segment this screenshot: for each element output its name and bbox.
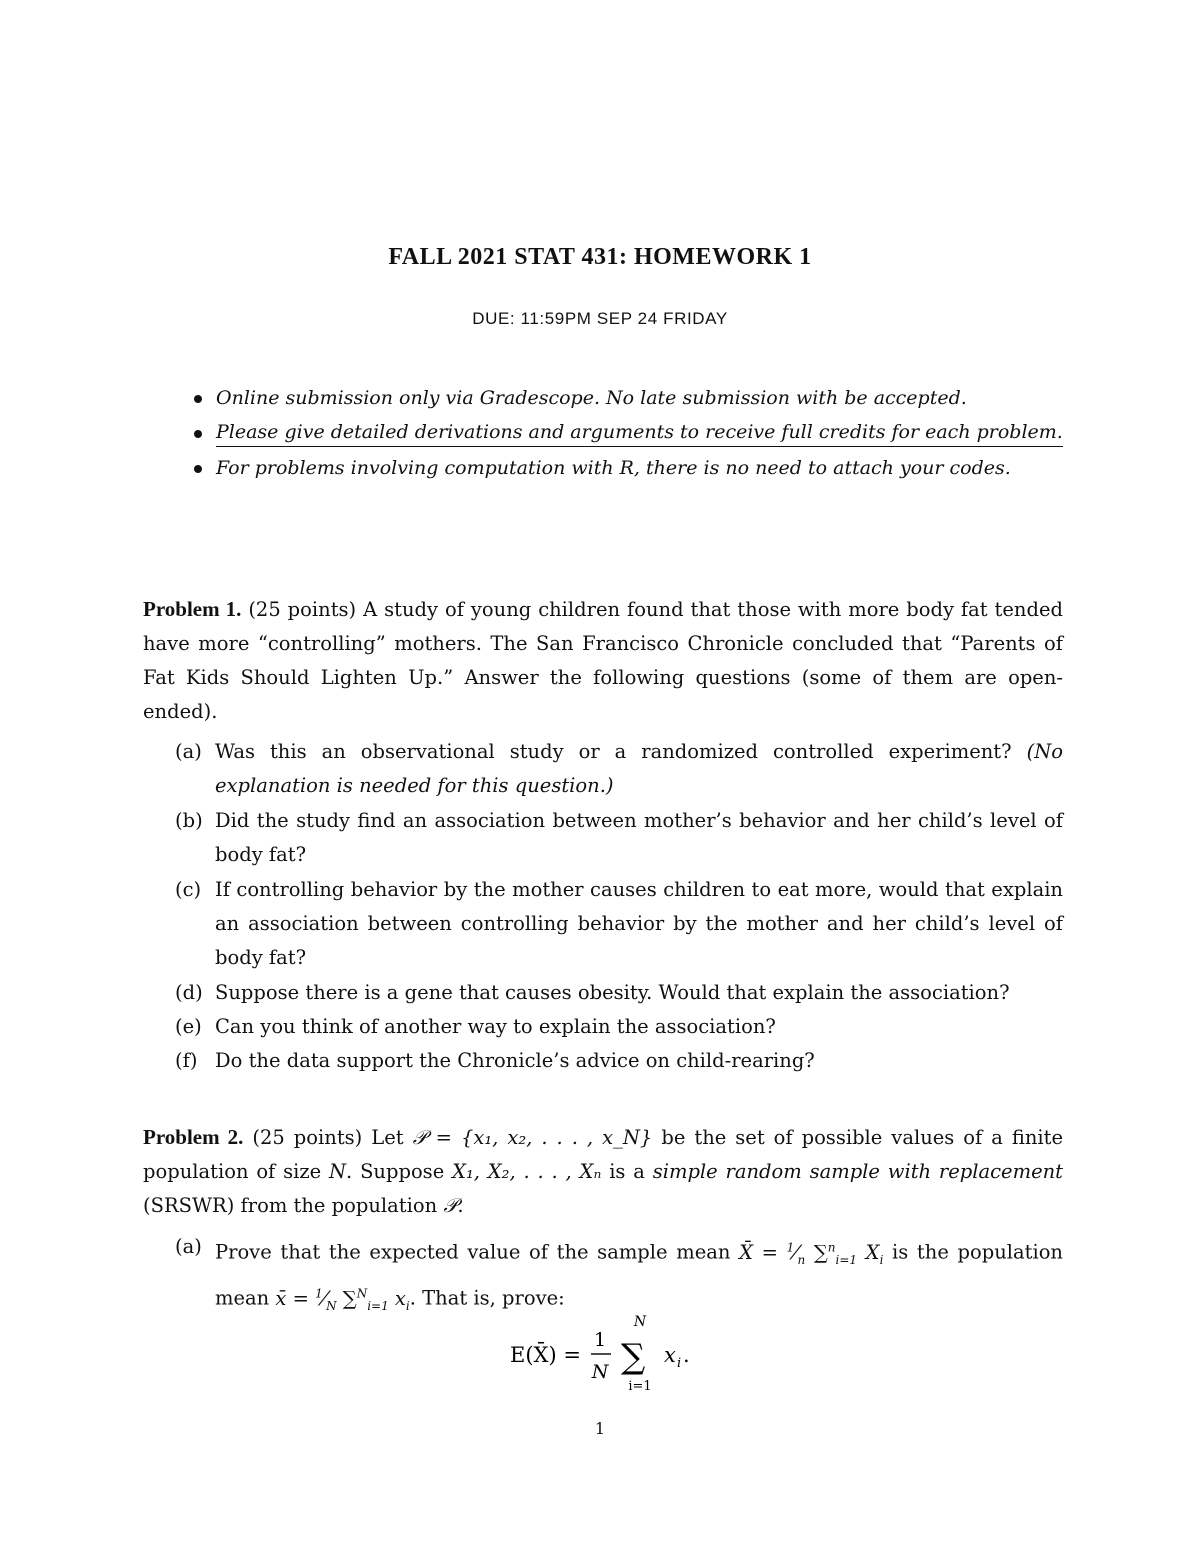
instruction-item: Please give detailed derivations and arguments to receive full credits for each problem. [190, 419, 1090, 454]
problem-2-heading: Problem 2. [143, 1125, 244, 1149]
instruction-item: Online submission only via Gradescope. No late submission with be accepted. [190, 384, 1090, 419]
page-number: 1 [594, 1419, 606, 1438]
problem-2-item-a: (a) Prove that the expected value of the sample mean X̄ = $^1⁄_n$ ∑$^n_{i=1}$ $X_i$ is the population mean x̄ = $^1⁄_N$ ∑$^N_{i=1}$ $x_i$. That is, prove: [175, 1235, 1063, 1313]
expectation-equation [0, 1312, 1200, 1392]
bullet-icon [194, 395, 202, 403]
problem-1-item-f: (f) Do the data support the Chronicle’s advice on child-rearing? [175, 1049, 815, 1072]
sum-symbol: ∑ [621, 1337, 646, 1377]
equation-term: x [664, 1343, 676, 1367]
equation-period: . [683, 1343, 690, 1367]
instruction-item: For problems involving computation with R, there is no need to attach your codes. [190, 454, 1090, 489]
population-set: 𝒫 = {x₁, x₂, . . . , x_N} [412, 1126, 653, 1149]
sum-upper-limit: N [633, 1314, 647, 1330]
equation-term-subscript: i [677, 1356, 682, 1371]
problem-1-item-a: (a) Was this an observational study or a randomized controlled experiment? (No explanation is needed for this question.) [175, 740, 1064, 797]
page-title: FALL 2021 STAT 431: HOMEWORK 1 [388, 244, 812, 270]
due-date: DUE: 11:59PM SEP 24 FRIDAY [472, 309, 728, 328]
problem-2-intro: Problem 2. (25 points) Let 𝒫 = {x₁, x₂, . . . , x_N} be the set of possible values of a finite population of size N. Suppose X₁, X₂, . . . , Xₙ is a simple random sample with replacement (SRSWR) from the population 𝒫. [143, 1125, 1064, 1217]
instructions-list [190, 384, 1090, 489]
sample-variables: X₁, X₂, . . . , Xₙ [452, 1160, 602, 1183]
bullet-icon [194, 430, 202, 438]
bullet-icon [194, 465, 202, 473]
population-mean-formula: x̄ = $^1⁄_N$ ∑$^N_{i=1}$ $x_i$ [275, 1286, 410, 1313]
problem-1-item-c: (c) If controlling behavior by the mother causes children to eat more, would that explain an association between controlling behavior by the mother and her child’s level of body fat? [175, 878, 1063, 969]
sum-lower-limit: i=1 [628, 1379, 652, 1392]
problem-1-item-d: (d) Suppose there is a gene that causes obesity. Would that explain the association? [175, 981, 1010, 1004]
equation-numerator: 1 [593, 1329, 607, 1351]
problem-1-heading: Problem 1. [143, 597, 242, 621]
problem-1-intro: Problem 1. (25 points) A study of young children found that those with more body fat tended have more “controlling” mothers. The San Francisco Chronicle concluded that “Parents of Fat Kids Should Lighten Up.” Answer the following questions (some of them are open-ended). [143, 597, 1063, 723]
equation-denominator: N [591, 1361, 609, 1383]
problem-1-item-b: (b) Did the study find an association between mother’s behavior and her child’s level of body fat? [175, 809, 1063, 866]
equation-lhs: E(X̄) = [510, 1343, 581, 1367]
problem-1-item-e: (e) Can you think of another way to explain the association? [175, 1015, 776, 1038]
sample-mean-formula: X̄ = $^1⁄_n$ ∑$^n_{i=1}$ $X_i$ [739, 1240, 884, 1267]
